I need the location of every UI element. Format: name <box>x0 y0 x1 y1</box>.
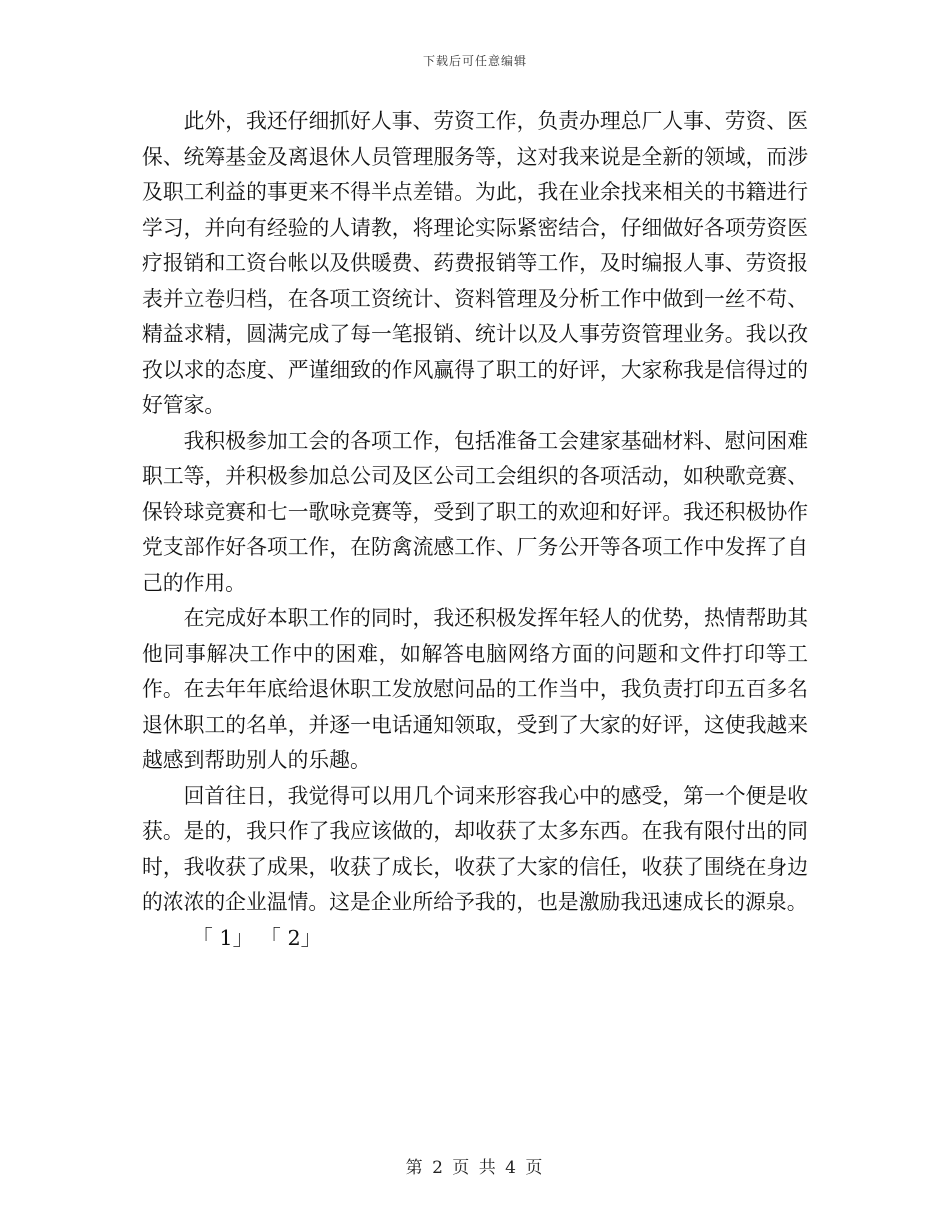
paragraph-union-work: 我积极参加工会的各项工作，包括准备工会建家基础材料、慰问困难职工等，并积极参加总公司及区公司工会组织的各项活动，如秧歌竞赛、保铃球竞赛和七一歌咏竞赛等，受到了职工的欢迎和好评。我还积极协作党支部作好各项工作，在防禽流感工作、厂务公开等各项工作中发挥了自己的作用。 <box>142 428 808 595</box>
document-body <box>142 104 808 956</box>
paragraph-helping-colleagues: 在完成好本职工作的同时，我还积极发挥年轻人的优势，热情帮助其他同事解决工作中的困难，如解答电脑网络方面的问题和文件打印等工作。在去年年底给退休职工发放慰问品的工作当中，我负责打印五百多名退休职工的名单，并逐一电话通知领取，受到了大家的好评，这使我越来越感到帮助别人的乐趣。 <box>142 606 808 772</box>
page-references: 「 1」 「 2」 <box>192 925 322 950</box>
paragraph-reflection: 回首往日，我觉得可以用几个词来形容我心中的感受，第一个便是收获。是的，我只作了我应该做的，却收获了太多东西。在我有限付出的同时，我收获了成果，收获了成长，收获了大家的信任，收获了围绕在身边的浓浓的企业温情。这是企业所给予我的，也是激励我迅速成长的源泉。 <box>142 783 808 914</box>
page-header: 下载后可任意编辑 <box>422 54 527 68</box>
page-footer: 第 2 页 共 4 页 <box>405 1158 545 1178</box>
paragraph-personnel-work: 此外，我还仔细抓好人事、劳资工作，负责办理总厂人事、劳资、医保、统筹基金及离退休人员管理服务等，这对我来说是全新的领域，而涉及职工利益的事更来不得半点差错。为此，我在业余找来相关的书籍进行学习，并向有经验的人请教，将理论实际紧密结合，仔细做好各项劳资医疗报销和工资台帐以及供暖费、药费报销等工作，及时编报人事、劳资报表并立卷归档，在各项工资统计、资料管理及分析工作中做到一丝不苟、精益求精，圆满完成了每一笔报销、统计以及人事劳资管理业务。我以孜孜以求的态度、严谨细致的作风赢得了职工的好评，大家称我是信得过的好管家。 <box>142 109 808 417</box>
